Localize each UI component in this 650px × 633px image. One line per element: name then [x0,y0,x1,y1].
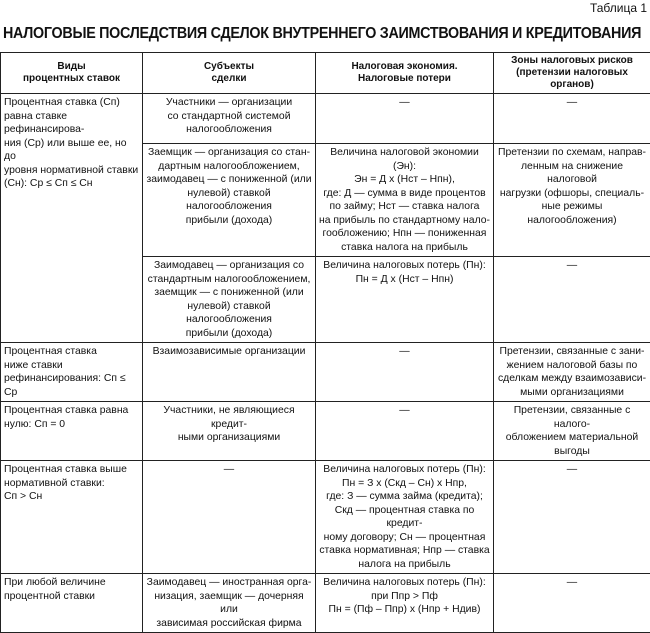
cell-line: нормативной ставки: [4,477,139,491]
cell-line: ния (Ср) или выше ее, но до [4,137,139,164]
dash: — [319,96,490,110]
header-text: Налоговая экономия. [319,61,490,73]
savings-cell [316,461,494,574]
header-text: Субъекты [146,61,312,73]
cell-line: нулевой) ставкой налогообложения [146,300,312,327]
cell-line: Участники — организации [146,96,312,110]
subjects-cell [143,257,316,343]
cell-line: по займу; Нст — ставка налога [319,200,490,214]
risk-cell [494,257,650,343]
cell-line: нагрузки (офшоры, специаль- [497,187,647,201]
cell-line: где: Д — сумма в виде процентов [319,187,490,201]
cell-line: низация, заемщик — дочерняя или [146,590,312,617]
cell-line: ному договору; Сн — процентная [319,531,490,545]
header-rate-types [1,53,143,94]
table-row [1,402,650,461]
cell-line: Заемщик — организация со стан- [146,146,312,160]
cell-line: где: З — сумма займа (кредита); [319,490,490,504]
cell-line: нулевой) ставкой налогообложения [146,187,312,214]
subjects-cell [143,574,316,633]
header-text: Виды [4,61,139,73]
cell-line: Величина налоговой экономии (Эн): [319,146,490,173]
cell-line: Пн = Д х (Нст – Нпн) [319,273,490,287]
header-text: процентных ставок [4,73,139,85]
dash: — [497,463,647,477]
cell-line: заемщик — с пониженной (или [146,286,312,300]
cell-line: При любой величине [4,576,139,590]
subjects-cell [143,94,316,144]
cell-line: Процентная ставка выше [4,463,139,477]
cell-line: Величина налоговых потерь (Пн): [319,259,490,273]
table-number: Таблица 1 [590,0,647,16]
cell-line: Взаимозависимые организации [146,345,312,359]
cell-line: рефинансирования: Сп ≤ Ср [4,372,139,399]
cell-line: ставка нормативная; Нпр — ставка [319,544,490,558]
dash: — [497,259,647,273]
cell-line: (Сн): Ср ≤ Сп ≤ Сн [4,177,139,191]
cell-line: Процентная ставка (Сп) [4,96,139,110]
cell-line: прибыли (дохода) [146,327,312,341]
savings-cell [316,94,494,144]
cell-line: Пн = З х (Скд – Сн) х Нпр, [319,477,490,491]
cell-line: Величина налоговых потерь (Пн): [319,576,490,590]
header-text: Налоговые потери [319,73,490,85]
cell-line: ленным на снижение налоговой [497,160,647,187]
dash: — [319,404,490,418]
header-text: Зоны налоговых рисков [497,55,647,67]
cell-line: сделкам между взаимозависи- [497,372,647,386]
savings-cell [316,343,494,402]
header-text: (претензии налоговых органов) [497,67,647,91]
cell-line: Эн = Д х (Нст – Нпн), [319,173,490,187]
dash: — [497,96,647,110]
cell-line: выгоды [497,445,647,459]
risk-cell [494,144,650,257]
dash: — [146,463,312,477]
risk-cell [494,574,650,633]
cell-line: Участники, не являющиеся кредит- [146,404,312,431]
cell-line: заимодавец — с пониженной (или [146,173,312,187]
cell-line: зависимая российская фирма [146,617,312,631]
dash: — [319,345,490,359]
cell-line: ниже ставки [4,359,139,373]
rate-type-cell [1,574,143,633]
risk-cell [494,402,650,461]
cell-line: гообложению; Нпн — пониженная [319,227,490,241]
cell-line: Скд — процентная ставка по кредит- [319,504,490,531]
savings-cell [316,144,494,257]
header-savings-losses [316,53,494,94]
table-row [1,461,650,574]
cell-line: Претензии по схемам, направ- [497,146,647,160]
rate-type-cell [1,94,143,343]
cell-line: ные режимы налогообложения) [497,200,647,227]
cell-line: ставка налога на прибыль [319,241,490,255]
cell-line: обложением материальной [497,431,647,445]
cell-line: Процентная ставка [4,345,139,359]
cell-line: равна ставке рефинансирова- [4,110,139,137]
cell-line: стандартным налогообложением, [146,273,312,287]
cell-line: Претензии, связанные с зани- [497,345,647,359]
tax-consequences-table [0,52,650,633]
risk-cell [494,461,650,574]
subjects-cell [143,144,316,257]
cell-line: налога на прибыль [319,558,490,572]
cell-line: налогообложения [146,123,312,137]
cell-line: процентной ставки [4,590,139,604]
savings-cell [316,402,494,461]
cell-line: Величина налоговых потерь (Пн): [319,463,490,477]
cell-line: на прибыль по стандартному нало- [319,214,490,228]
cell-line: прибыли (дохода) [146,214,312,228]
dash: — [497,576,647,590]
rate-type-cell [1,343,143,402]
cell-line: жением налоговой базы по [497,359,647,373]
cell-line: ными организациями [146,431,312,445]
subjects-cell [143,343,316,402]
cell-line: мыми организациями [497,386,647,400]
cell-line: нулю: Сп = 0 [4,418,139,432]
table-row [1,94,650,144]
subjects-cell [143,402,316,461]
cell-line: Заимодавец — организация со [146,259,312,273]
cell-line: при Ппр > Пф [319,590,490,604]
risk-cell [494,343,650,402]
cell-line: Претензии, связанные с налого- [497,404,647,431]
cell-line: Сп > Сн [4,490,139,504]
risk-cell [494,94,650,144]
cell-line: дартным налогообложением, [146,160,312,174]
header-row [1,53,650,94]
savings-cell [316,257,494,343]
savings-cell [316,574,494,633]
header-risk-zones [494,53,650,94]
cell-line: уровня нормативной ставки [4,164,139,178]
header-text: сделки [146,73,312,85]
cell-line: со стандартной системой [146,110,312,124]
table-title: НАЛОГОВЫЕ ПОСЛЕДСТВИЯ СДЕЛОК ВНУТРЕННЕГО ЗАИМСТВОВАНИЯ И КРЕДИТОВАНИЯ [3,25,641,43]
cell-line: Процентная ставка равна [4,404,139,418]
rate-type-cell [1,402,143,461]
table-row [1,574,650,633]
subjects-cell [143,461,316,574]
header-subjects [143,53,316,94]
cell-line: Заимодавец — иностранная орга- [146,576,312,590]
cell-line: Пн = (Пф – Ппр) х (Нпр + Ндив) [319,603,490,617]
table-row [1,343,650,402]
rate-type-cell [1,461,143,574]
